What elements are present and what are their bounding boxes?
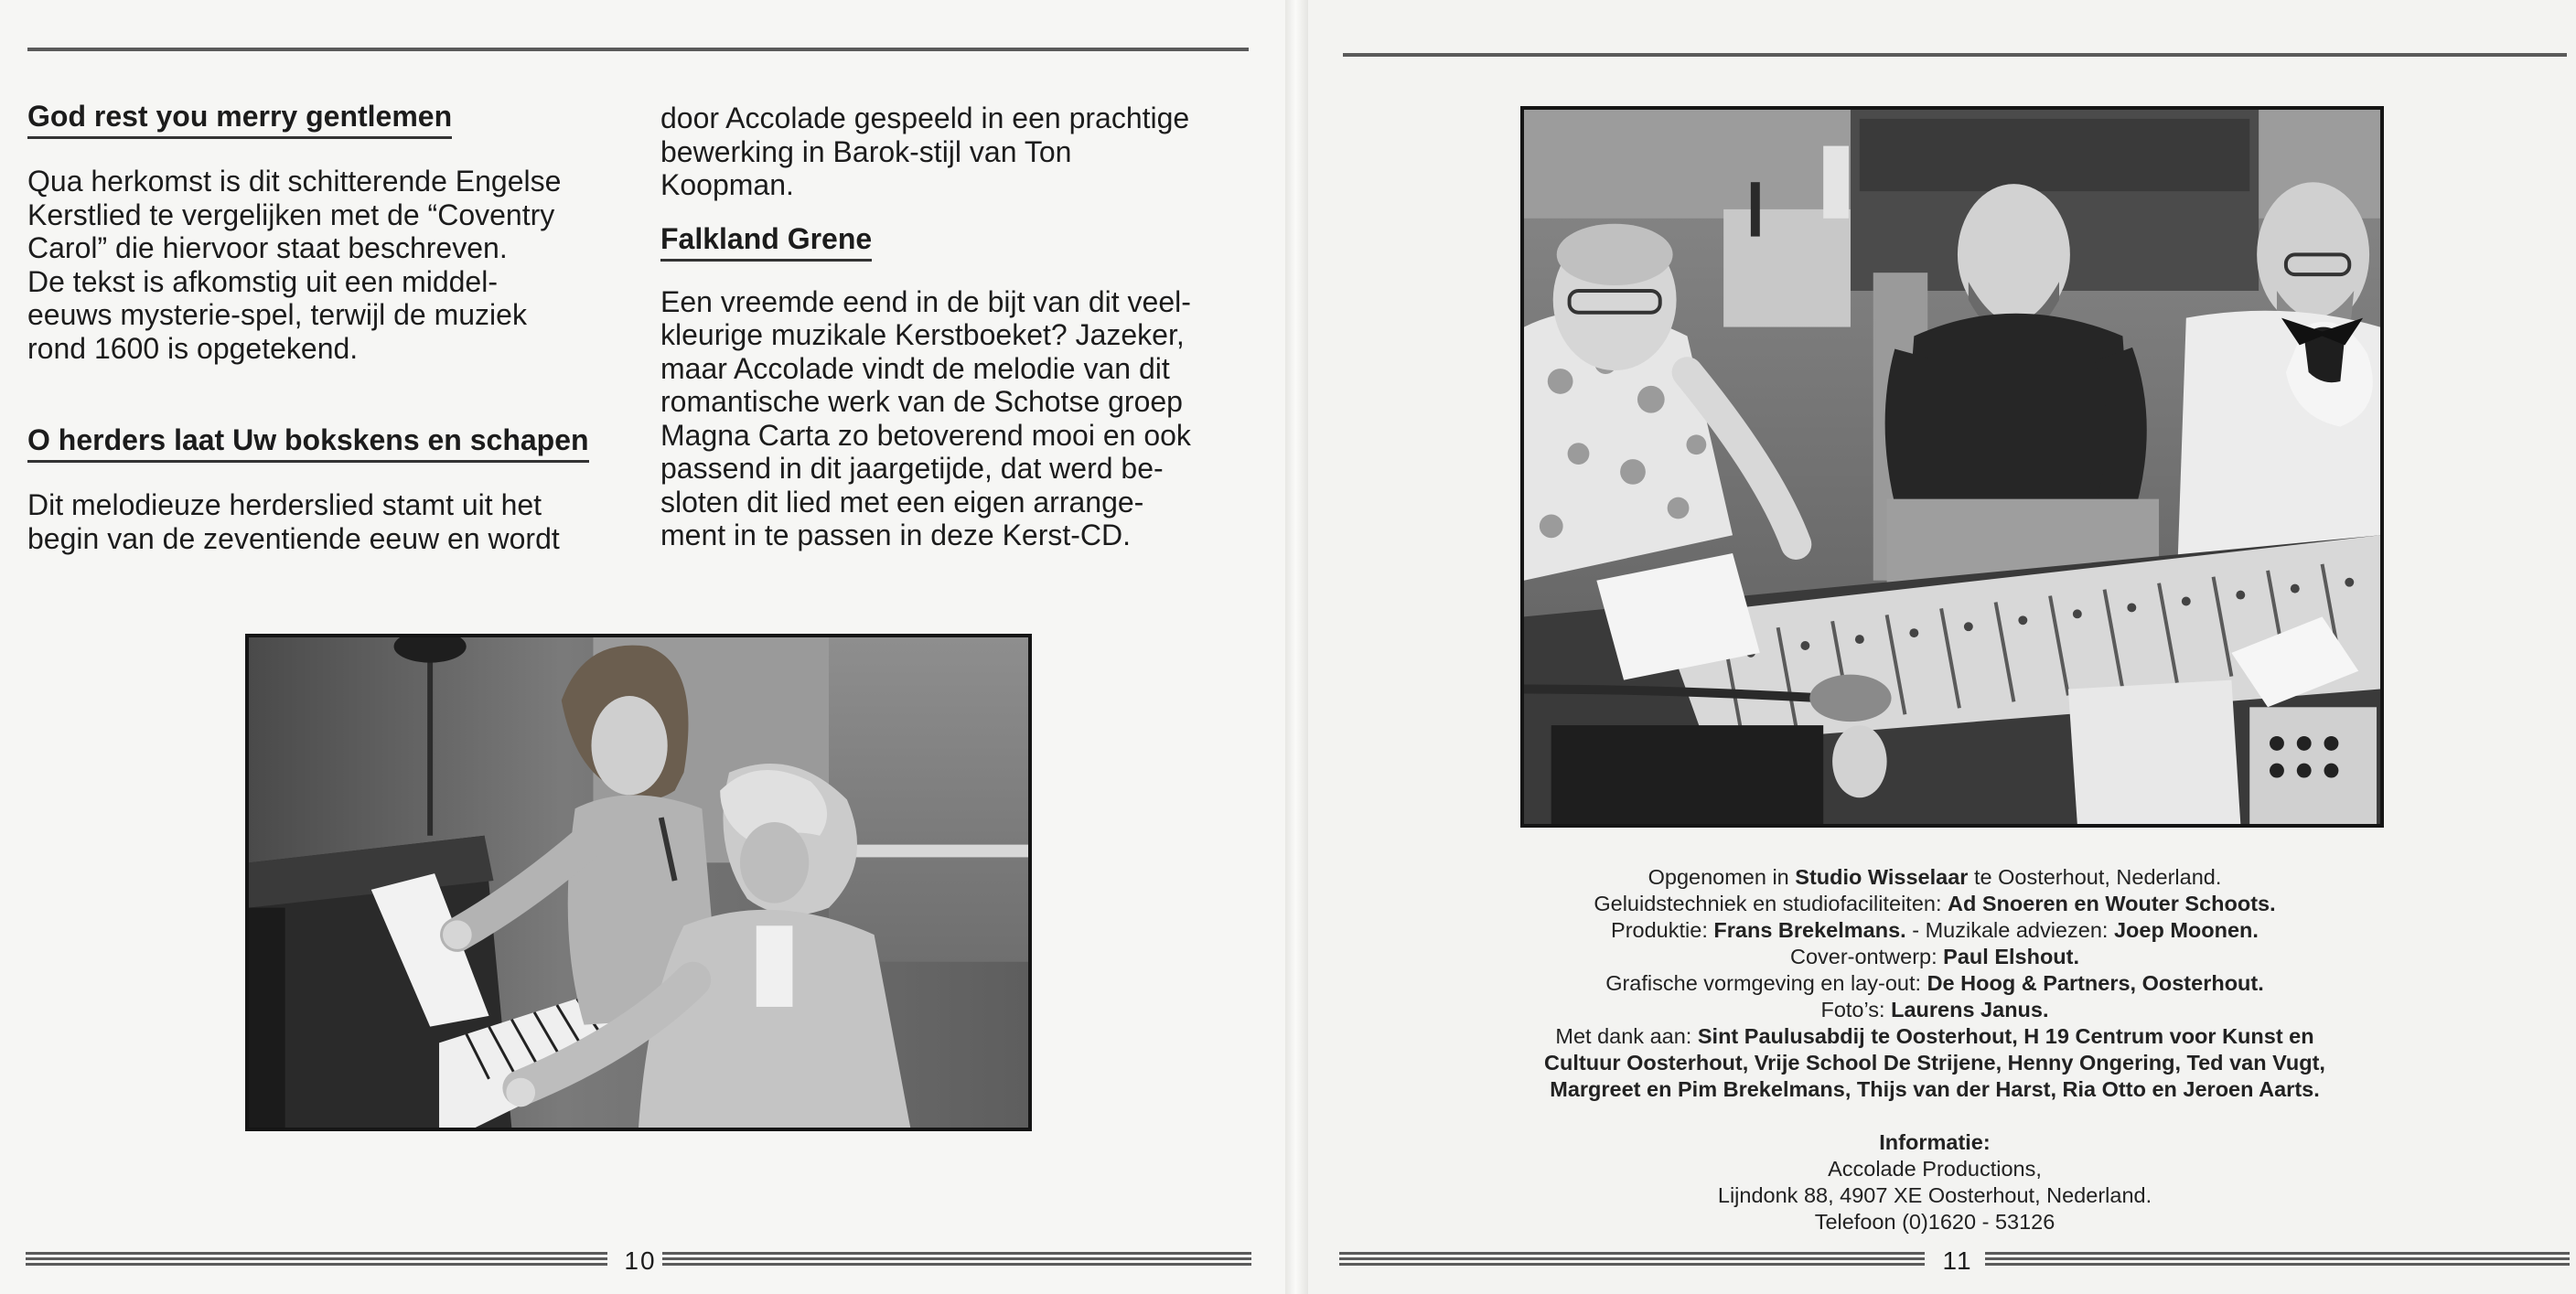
credit-line (1418, 891, 2452, 917)
paragraph-line: Magna Carta zo betoverend mooi en ook (660, 418, 1191, 452)
credit-text: - Muzikale adviezen: (1905, 918, 2114, 942)
credit-line (1418, 944, 2452, 970)
text-column-right (660, 102, 1250, 552)
info-heading: Informatie: (1879, 1130, 1991, 1154)
left-page (0, 0, 1285, 1294)
page-number: 11 (1942, 1246, 1973, 1275)
song-heading: Falkland Grene (660, 220, 872, 262)
paragraph-line: begin van de zeventiende eeuw en wordt (27, 521, 560, 555)
credit-line (1418, 864, 2452, 891)
text-column-left (27, 98, 617, 555)
credit-text: Sint Paulusabdij te Oosterhout, H 19 Centrum voor Kunst en (1697, 1024, 2314, 1048)
paragraph-line: Qua herkomst is dit schitterende Engelse (27, 165, 562, 198)
credit-text: Cover-ontwerp: (1789, 945, 1944, 968)
spine-gutter (1285, 0, 1308, 1294)
credit-line (1418, 1050, 2452, 1076)
info-line: Telefoon (0)1620 - 53126 (1814, 1210, 2055, 1234)
paragraph-line: De tekst is afkomstig uit een middel- (27, 264, 498, 298)
paragraph-line: kleurige muzikale Kerstboeket? Jazeker, (660, 318, 1185, 351)
credit-text: Cultuur Oosterhout, Vrije School De Strijene, Henny Ongering, Ted van Vugt, (1544, 1051, 2325, 1075)
studio-photo-image (1524, 110, 2380, 824)
credit-text: Laurens Janus. (1891, 998, 2049, 1021)
paragraph-line: Kerstlied te vergelijken met de “Coventry (27, 198, 555, 231)
song-heading: O herders laat Uw bokskens en schapen (27, 422, 589, 463)
credit-line (1418, 1076, 2452, 1103)
page-footer (26, 1246, 1251, 1275)
credit-line (1418, 1023, 2452, 1050)
paragraph-line: Koopman. (660, 168, 794, 201)
paragraph-line: Dit melodieuze herderslied stamt uit het (27, 488, 542, 521)
credit-text: Opgenomen in (1648, 865, 1796, 889)
footer-rule-right (662, 1252, 1251, 1268)
studio-photo (1520, 106, 2384, 828)
credits-block (1418, 864, 2452, 1235)
info-line: Accolade Productions, (1828, 1157, 2042, 1181)
footer-rule-left (1339, 1252, 1925, 1268)
credit-text: Paul Elshout. (1943, 945, 2080, 968)
credit-text: Margreet en Pim Brekelmans, Thijs van der Harst, Ria Otto en Jeroen Aarts. (1550, 1077, 2320, 1101)
info-line: Lijndonk 88, 4907 XE Oosterhout, Nederland. (1717, 1183, 2152, 1207)
paragraph-line: bewerking in Barok-stijl van Ton (660, 134, 1072, 168)
paragraph-line: passend in dit jaargetijde, dat werd be- (660, 452, 1164, 485)
credit-line (1418, 997, 2452, 1023)
piano-photo (245, 634, 1032, 1131)
credit-text: Frans Brekelmans. (1713, 918, 1906, 942)
footer-rule-right (1985, 1252, 2570, 1268)
page-footer (1339, 1246, 2570, 1275)
right-page (1308, 0, 2576, 1294)
credit-text: Met dank aan: (1555, 1024, 1698, 1048)
paragraph-line: Carol” die hiervoor staat beschreven. (27, 231, 508, 264)
credit-text: De Hoog & Partners, Oosterhout. (1927, 971, 2264, 995)
paragraph-line: ment in te passen in deze Kerst-CD. (660, 519, 1132, 551)
credit-text: Studio Wisselaar (1795, 865, 1969, 889)
credit-text: Foto’s: (1820, 998, 1892, 1021)
credit-text: Joep Moonen. (2113, 918, 2259, 942)
paragraph-line: sloten dit lied met een eigen arrange- (660, 485, 1144, 519)
credit-text: Grafische vormgeving en lay-out: (1605, 971, 1927, 995)
credit-line (1418, 970, 2452, 997)
credit-line (1418, 917, 2452, 944)
credit-text: Produktie: (1611, 918, 1714, 942)
paragraph-line: maar Accolade vindt de melodie van dit (660, 351, 1170, 385)
paragraph-line: rond 1600 is opgetekend. (27, 331, 359, 365)
piano-photo-image (249, 637, 1028, 1128)
top-rule (1343, 53, 2567, 57)
paragraph-line: Een vreemde eend in de bijt van dit veel- (660, 284, 1191, 318)
paragraph-line: eeuws mysterie-spel, terwijl de muziek (27, 298, 527, 331)
spacer (1418, 1103, 2452, 1129)
credit-text: te Oosterhout, Nederland. (1968, 865, 2222, 889)
top-rule (27, 48, 1249, 51)
credit-text: Geluidstechniek en studiofaciliteiten: (1594, 892, 1948, 915)
page-number: 10 (624, 1246, 657, 1275)
song-heading: God rest you merry gentlemen (27, 98, 452, 139)
paragraph-line: door Accolade gespeeld in een prachtige (660, 102, 1190, 134)
credit-text: Ad Snoeren en Wouter Schoots. (1948, 892, 2276, 915)
paragraph-line: romantische werk van de Schotse groep (660, 385, 1183, 418)
footer-rule-left (26, 1252, 607, 1268)
